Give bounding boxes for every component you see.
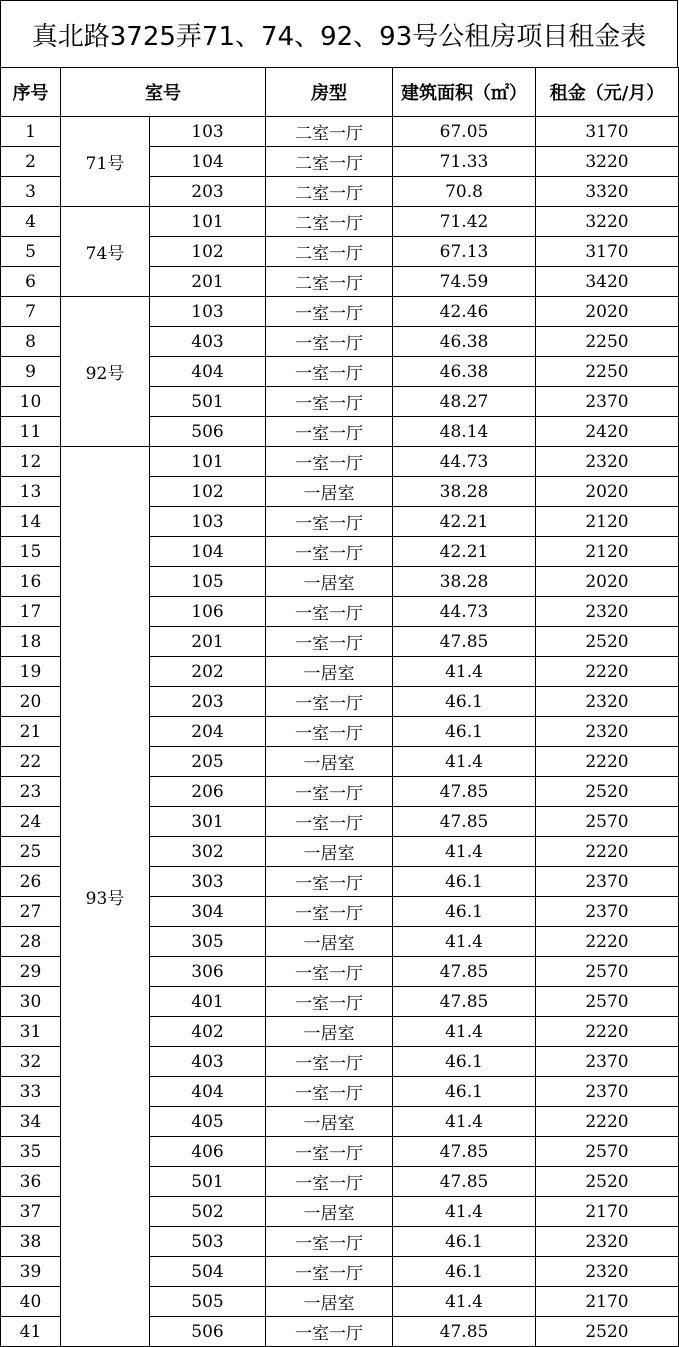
room-cell: 201 bbox=[150, 267, 266, 297]
room-cell: 404 bbox=[150, 357, 266, 387]
rent-cell: 2370 bbox=[536, 1077, 679, 1107]
area-cell: 47.85 bbox=[393, 777, 536, 807]
seq-cell: 18 bbox=[1, 627, 61, 657]
seq-cell: 30 bbox=[1, 987, 61, 1017]
room-cell: 202 bbox=[150, 657, 266, 687]
room-cell: 301 bbox=[150, 807, 266, 837]
seq-cell: 21 bbox=[1, 717, 61, 747]
area-cell: 46.1 bbox=[393, 1077, 536, 1107]
seq-cell: 23 bbox=[1, 777, 61, 807]
seq-cell: 4 bbox=[1, 207, 61, 237]
rent-cell: 3170 bbox=[536, 237, 679, 267]
room-cell: 204 bbox=[150, 717, 266, 747]
rent-cell: 2370 bbox=[536, 867, 679, 897]
table-body bbox=[1, 117, 679, 1347]
area-cell: 44.73 bbox=[393, 447, 536, 477]
type-cell: 二室一厅 bbox=[266, 147, 393, 177]
area-cell: 71.42 bbox=[393, 207, 536, 237]
header-seq: 序号 bbox=[1, 68, 61, 117]
room-cell: 206 bbox=[150, 777, 266, 807]
room-cell: 106 bbox=[150, 597, 266, 627]
rent-cell: 3320 bbox=[536, 177, 679, 207]
type-cell: 一居室 bbox=[266, 747, 393, 777]
room-cell: 306 bbox=[150, 957, 266, 987]
rent-cell: 2120 bbox=[536, 537, 679, 567]
seq-cell: 2 bbox=[1, 147, 61, 177]
rent-cell: 2320 bbox=[536, 447, 679, 477]
room-cell: 302 bbox=[150, 837, 266, 867]
table-row bbox=[1, 297, 679, 327]
type-cell: 一室一厅 bbox=[266, 537, 393, 567]
seq-cell: 40 bbox=[1, 1287, 61, 1317]
type-cell: 一室一厅 bbox=[266, 807, 393, 837]
type-cell: 一室一厅 bbox=[266, 417, 393, 447]
rent-cell: 2370 bbox=[536, 1047, 679, 1077]
rent-cell: 2220 bbox=[536, 657, 679, 687]
room-cell: 403 bbox=[150, 1047, 266, 1077]
seq-cell: 3 bbox=[1, 177, 61, 207]
seq-cell: 41 bbox=[1, 1317, 61, 1347]
seq-cell: 24 bbox=[1, 807, 61, 837]
area-cell: 38.28 bbox=[393, 477, 536, 507]
room-cell: 102 bbox=[150, 237, 266, 267]
area-cell: 46.1 bbox=[393, 897, 536, 927]
area-cell: 41.4 bbox=[393, 1197, 536, 1227]
type-cell: 一室一厅 bbox=[266, 717, 393, 747]
seq-cell: 6 bbox=[1, 267, 61, 297]
rent-cell: 2170 bbox=[536, 1197, 679, 1227]
rent-cell: 2250 bbox=[536, 327, 679, 357]
rent-cell: 2320 bbox=[536, 597, 679, 627]
room-cell: 205 bbox=[150, 747, 266, 777]
seq-cell: 17 bbox=[1, 597, 61, 627]
room-cell: 501 bbox=[150, 1167, 266, 1197]
seq-cell: 25 bbox=[1, 837, 61, 867]
area-cell: 48.27 bbox=[393, 387, 536, 417]
area-cell: 41.4 bbox=[393, 657, 536, 687]
rent-cell: 2120 bbox=[536, 507, 679, 537]
rent-cell: 2220 bbox=[536, 1017, 679, 1047]
type-cell: 一居室 bbox=[266, 657, 393, 687]
rent-cell: 3220 bbox=[536, 207, 679, 237]
seq-cell: 14 bbox=[1, 507, 61, 537]
area-cell: 74.59 bbox=[393, 267, 536, 297]
room-cell: 502 bbox=[150, 1197, 266, 1227]
type-cell: 二室一厅 bbox=[266, 267, 393, 297]
rent-cell: 2320 bbox=[536, 1257, 679, 1287]
rent-cell: 2220 bbox=[536, 1107, 679, 1137]
seq-cell: 37 bbox=[1, 1197, 61, 1227]
area-cell: 42.46 bbox=[393, 297, 536, 327]
rent-cell: 2520 bbox=[536, 1317, 679, 1347]
seq-cell: 34 bbox=[1, 1107, 61, 1137]
type-cell: 一室一厅 bbox=[266, 597, 393, 627]
header-type: 房型 bbox=[266, 68, 393, 117]
type-cell: 二室一厅 bbox=[266, 237, 393, 267]
room-cell: 404 bbox=[150, 1077, 266, 1107]
header-room: 室号 bbox=[61, 68, 266, 117]
building-cell: 74号 bbox=[61, 207, 150, 297]
area-cell: 46.1 bbox=[393, 717, 536, 747]
area-cell: 44.73 bbox=[393, 597, 536, 627]
room-cell: 303 bbox=[150, 867, 266, 897]
type-cell: 一室一厅 bbox=[266, 1047, 393, 1077]
rent-cell: 2520 bbox=[536, 1167, 679, 1197]
type-cell: 一室一厅 bbox=[266, 897, 393, 927]
type-cell: 一室一厅 bbox=[266, 507, 393, 537]
area-cell: 46.1 bbox=[393, 1257, 536, 1287]
room-cell: 503 bbox=[150, 1227, 266, 1257]
room-cell: 104 bbox=[150, 537, 266, 567]
sheet-title: 真北路3725弄71、74、92、93号公租房项目租金表 bbox=[0, 0, 678, 67]
seq-cell: 9 bbox=[1, 357, 61, 387]
seq-cell: 15 bbox=[1, 537, 61, 567]
rent-cell: 2570 bbox=[536, 957, 679, 987]
seq-cell: 19 bbox=[1, 657, 61, 687]
area-cell: 47.85 bbox=[393, 1137, 536, 1167]
room-cell: 402 bbox=[150, 1017, 266, 1047]
rent-cell: 2420 bbox=[536, 417, 679, 447]
room-cell: 504 bbox=[150, 1257, 266, 1287]
type-cell: 一室一厅 bbox=[266, 687, 393, 717]
rent-cell: 2570 bbox=[536, 807, 679, 837]
area-cell: 71.33 bbox=[393, 147, 536, 177]
area-cell: 41.4 bbox=[393, 1017, 536, 1047]
seq-cell: 36 bbox=[1, 1167, 61, 1197]
seq-cell: 13 bbox=[1, 477, 61, 507]
area-cell: 47.85 bbox=[393, 1167, 536, 1197]
area-cell: 67.05 bbox=[393, 117, 536, 147]
seq-cell: 10 bbox=[1, 387, 61, 417]
rent-cell: 3220 bbox=[536, 147, 679, 177]
seq-cell: 39 bbox=[1, 1257, 61, 1287]
type-cell: 一室一厅 bbox=[266, 1077, 393, 1107]
seq-cell: 12 bbox=[1, 447, 61, 477]
rent-cell: 2250 bbox=[536, 357, 679, 387]
type-cell: 一室一厅 bbox=[266, 357, 393, 387]
area-cell: 47.85 bbox=[393, 957, 536, 987]
rent-cell: 2520 bbox=[536, 777, 679, 807]
type-cell: 一室一厅 bbox=[266, 327, 393, 357]
type-cell: 一室一厅 bbox=[266, 1257, 393, 1287]
area-cell: 67.13 bbox=[393, 237, 536, 267]
room-cell: 201 bbox=[150, 627, 266, 657]
type-cell: 一室一厅 bbox=[266, 387, 393, 417]
type-cell: 一室一厅 bbox=[266, 1167, 393, 1197]
area-cell: 41.4 bbox=[393, 747, 536, 777]
room-cell: 401 bbox=[150, 987, 266, 1017]
area-cell: 42.21 bbox=[393, 537, 536, 567]
area-cell: 42.21 bbox=[393, 507, 536, 537]
seq-cell: 32 bbox=[1, 1047, 61, 1077]
rent-cell: 2370 bbox=[536, 387, 679, 417]
table-row bbox=[1, 117, 679, 147]
rent-cell: 2570 bbox=[536, 987, 679, 1017]
area-cell: 41.4 bbox=[393, 837, 536, 867]
rent-cell: 2520 bbox=[536, 627, 679, 657]
area-cell: 47.85 bbox=[393, 627, 536, 657]
room-cell: 104 bbox=[150, 147, 266, 177]
room-cell: 406 bbox=[150, 1137, 266, 1167]
room-cell: 505 bbox=[150, 1287, 266, 1317]
rent-cell: 3420 bbox=[536, 267, 679, 297]
header-row bbox=[1, 68, 679, 117]
type-cell: 一居室 bbox=[266, 1287, 393, 1317]
room-cell: 506 bbox=[150, 417, 266, 447]
type-cell: 一居室 bbox=[266, 1017, 393, 1047]
room-cell: 403 bbox=[150, 327, 266, 357]
room-cell: 305 bbox=[150, 927, 266, 957]
type-cell: 一室一厅 bbox=[266, 867, 393, 897]
room-cell: 102 bbox=[150, 477, 266, 507]
room-cell: 103 bbox=[150, 507, 266, 537]
header-area: 建筑面积（㎡） bbox=[393, 68, 536, 117]
room-cell: 506 bbox=[150, 1317, 266, 1347]
building-cell: 93号 bbox=[61, 447, 150, 1347]
table-row bbox=[1, 447, 679, 477]
rent-cell: 2220 bbox=[536, 927, 679, 957]
type-cell: 一室一厅 bbox=[266, 1137, 393, 1167]
building-cell: 92号 bbox=[61, 297, 150, 447]
room-cell: 101 bbox=[150, 207, 266, 237]
area-cell: 47.85 bbox=[393, 987, 536, 1017]
room-cell: 304 bbox=[150, 897, 266, 927]
type-cell: 一室一厅 bbox=[266, 1317, 393, 1347]
seq-cell: 16 bbox=[1, 567, 61, 597]
type-cell: 一室一厅 bbox=[266, 297, 393, 327]
type-cell: 一室一厅 bbox=[266, 1227, 393, 1257]
type-cell: 一室一厅 bbox=[266, 447, 393, 477]
area-cell: 46.38 bbox=[393, 357, 536, 387]
seq-cell: 35 bbox=[1, 1137, 61, 1167]
rent-cell: 2170 bbox=[536, 1287, 679, 1317]
seq-cell: 20 bbox=[1, 687, 61, 717]
room-cell: 103 bbox=[150, 297, 266, 327]
header-rent: 租金（元/月） bbox=[536, 68, 679, 117]
type-cell: 二室一厅 bbox=[266, 117, 393, 147]
area-cell: 47.85 bbox=[393, 1317, 536, 1347]
seq-cell: 33 bbox=[1, 1077, 61, 1107]
rent-cell: 2020 bbox=[536, 297, 679, 327]
room-cell: 103 bbox=[150, 117, 266, 147]
type-cell: 一居室 bbox=[266, 837, 393, 867]
type-cell: 一居室 bbox=[266, 477, 393, 507]
type-cell: 一居室 bbox=[266, 927, 393, 957]
rent-cell: 2220 bbox=[536, 747, 679, 777]
table-row bbox=[1, 207, 679, 237]
type-cell: 二室一厅 bbox=[266, 177, 393, 207]
seq-cell: 7 bbox=[1, 297, 61, 327]
seq-cell: 5 bbox=[1, 237, 61, 267]
room-cell: 501 bbox=[150, 387, 266, 417]
seq-cell: 1 bbox=[1, 117, 61, 147]
rent-cell: 2020 bbox=[536, 477, 679, 507]
rent-cell: 3170 bbox=[536, 117, 679, 147]
area-cell: 41.4 bbox=[393, 1287, 536, 1317]
area-cell: 46.1 bbox=[393, 687, 536, 717]
area-cell: 38.28 bbox=[393, 567, 536, 597]
type-cell: 一居室 bbox=[266, 1197, 393, 1227]
area-cell: 48.14 bbox=[393, 417, 536, 447]
rent-table bbox=[0, 67, 679, 1347]
type-cell: 二室一厅 bbox=[266, 207, 393, 237]
room-cell: 405 bbox=[150, 1107, 266, 1137]
rent-cell: 2020 bbox=[536, 567, 679, 597]
area-cell: 46.1 bbox=[393, 1047, 536, 1077]
area-cell: 47.85 bbox=[393, 807, 536, 837]
seq-cell: 22 bbox=[1, 747, 61, 777]
area-cell: 70.8 bbox=[393, 177, 536, 207]
room-cell: 203 bbox=[150, 177, 266, 207]
type-cell: 一居室 bbox=[266, 567, 393, 597]
seq-cell: 29 bbox=[1, 957, 61, 987]
seq-cell: 31 bbox=[1, 1017, 61, 1047]
building-cell: 71号 bbox=[61, 117, 150, 207]
type-cell: 一室一厅 bbox=[266, 957, 393, 987]
rent-cell: 2570 bbox=[536, 1137, 679, 1167]
area-cell: 41.4 bbox=[393, 927, 536, 957]
seq-cell: 26 bbox=[1, 867, 61, 897]
area-cell: 46.38 bbox=[393, 327, 536, 357]
room-cell: 105 bbox=[150, 567, 266, 597]
rent-cell: 2220 bbox=[536, 837, 679, 867]
seq-cell: 8 bbox=[1, 327, 61, 357]
rent-cell: 2320 bbox=[536, 1227, 679, 1257]
rent-cell: 2370 bbox=[536, 897, 679, 927]
room-cell: 203 bbox=[150, 687, 266, 717]
seq-cell: 38 bbox=[1, 1227, 61, 1257]
room-cell: 101 bbox=[150, 447, 266, 477]
type-cell: 一室一厅 bbox=[266, 777, 393, 807]
seq-cell: 28 bbox=[1, 927, 61, 957]
type-cell: 一室一厅 bbox=[266, 627, 393, 657]
type-cell: 一室一厅 bbox=[266, 987, 393, 1017]
rent-cell: 2320 bbox=[536, 717, 679, 747]
area-cell: 46.1 bbox=[393, 1227, 536, 1257]
rent-cell: 2320 bbox=[536, 687, 679, 717]
type-cell: 一居室 bbox=[266, 1107, 393, 1137]
area-cell: 41.4 bbox=[393, 1107, 536, 1137]
seq-cell: 11 bbox=[1, 417, 61, 447]
seq-cell: 27 bbox=[1, 897, 61, 927]
area-cell: 46.1 bbox=[393, 867, 536, 897]
